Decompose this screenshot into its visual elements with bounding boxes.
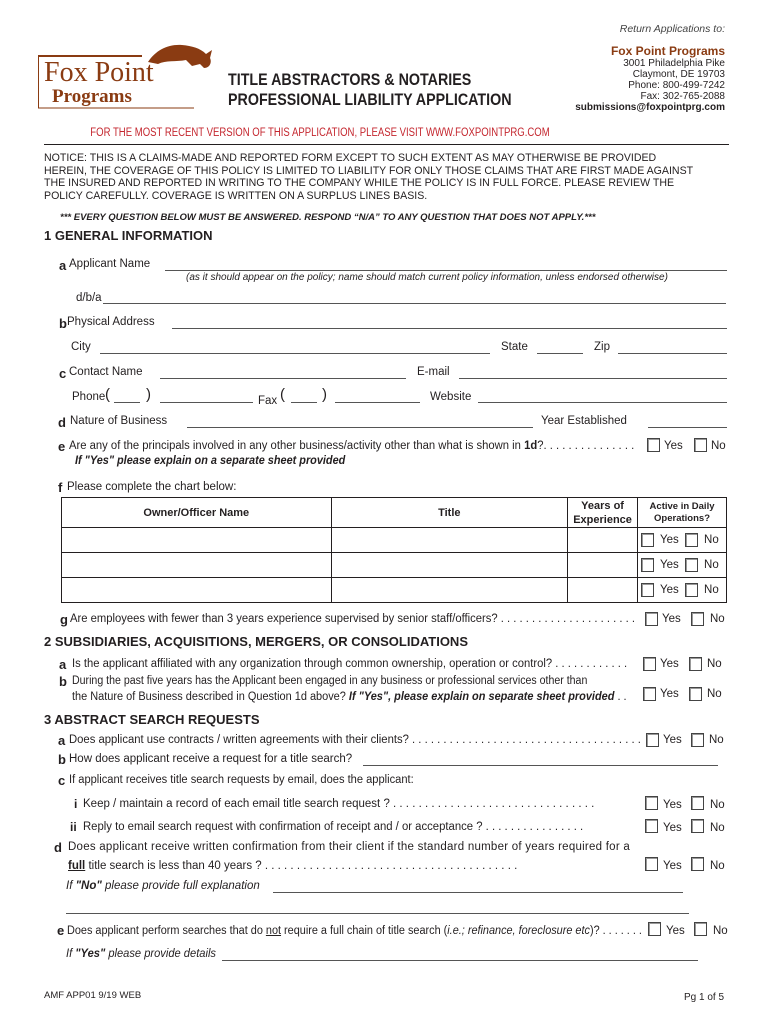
fax-number: Fax: 302-765-2088 (640, 91, 725, 102)
q3e-no-label: No (713, 925, 728, 937)
q1e-letter: e (58, 439, 66, 454)
q3d-text-1: Does applicant receive written confirmation from their client if the standard number of years required for a (68, 841, 631, 853)
q3e-letter: e (57, 923, 65, 938)
q3e-example: i.e.; refinance, foreclosure etc (447, 925, 590, 937)
q1a-hint: (as it should appear on the policy; name should match current policy information, unless endorsed otherwise) (186, 272, 668, 283)
q2b-text-2 (72, 691, 627, 703)
q3e-text-post: )? . . . . . . . (589, 925, 642, 937)
q1g-no-checkbox[interactable] (691, 612, 704, 626)
form-title-line-2: PROFESSIONAL LIABILITY APPLICATION (228, 90, 512, 109)
zip-label: Zip (594, 341, 610, 353)
notice-line: NOTICE: THIS IS A CLAIMS-MADE AND REPORTED FORM EXCEPT TO SUCH EXTENT AS MAY OTHERWISE BE PROVIDED (44, 152, 657, 164)
years-cell[interactable] (568, 528, 638, 553)
table-row (62, 528, 727, 553)
logo-line-2: Programs (52, 86, 132, 107)
form-id: AMF APP01 9/19 WEB (44, 990, 142, 1001)
page-number: Pg 1 of 5 (684, 992, 725, 1003)
notice (44, 152, 693, 202)
notice-line: THE INSURED AND REPORTED IN WRITING TO THE COMPANY WHILE THE POLICY IS IN FULL FORCE. PLEASE REVIEW THE (44, 177, 675, 189)
chart-header-row (62, 498, 727, 528)
owner-officer-name-header: Owner/Officer Name (62, 498, 332, 528)
q1e-text-post: ?. . . . . . . . . . . . . . . (537, 440, 635, 452)
q3d-no-checkbox[interactable] (691, 857, 704, 871)
q2a-letter: a (59, 657, 67, 672)
row2-no-label: No (704, 559, 719, 571)
q3e-not: not (265, 925, 282, 937)
row1-yes-checkbox[interactable] (641, 533, 654, 547)
q1g-no-label: No (710, 613, 725, 625)
q1e-no-label: No (711, 440, 726, 452)
q2b-note: If "Yes", please explain on separate sheet provided (348, 691, 615, 703)
q2a-text: Is the applicant affiliated with any organization through common ownership, operation or control? . . . . . . . . . . . . (72, 658, 628, 670)
q1c-letter: c (59, 366, 67, 381)
q1a-letter: a (59, 258, 67, 273)
q3d-explanation-field-2[interactable] (66, 913, 689, 914)
submissions-email[interactable]: submissions@foxpointprg.com (575, 102, 725, 113)
q3cii-no-checkbox[interactable] (691, 819, 704, 833)
q3cii-yes-checkbox[interactable] (645, 819, 658, 833)
notice-line: POLICY CAREFULLY. COVERAGE IS WRITTEN ON A SURPLUS LINES BASIS. (44, 189, 428, 202)
email-label: E-mail (417, 366, 450, 378)
q3e-yes-label: Yes (666, 925, 685, 937)
row2-no-checkbox[interactable] (685, 558, 698, 572)
row1-no-label: No (704, 534, 719, 546)
q3ci-no-checkbox[interactable] (691, 796, 704, 810)
fax-area-code-field[interactable] (291, 402, 317, 403)
state-label: State (501, 341, 528, 353)
q2b-text-2-main: the Nature of Business described in Question 1d above? (72, 691, 349, 703)
q1b-label: Physical Address (67, 316, 155, 328)
row2-yes-checkbox[interactable] (641, 558, 654, 572)
q1g-yes-checkbox[interactable] (645, 612, 658, 626)
q3d-note-if: If (66, 880, 73, 892)
year-established-field[interactable] (648, 427, 727, 428)
q3b-text: How does applicant receive a request for a title search? (69, 753, 353, 765)
q2a-no-label: No (707, 658, 722, 670)
q2a-no-checkbox[interactable] (689, 657, 702, 671)
owner-officer-chart (61, 497, 727, 603)
row2-yes-label: Yes (660, 559, 679, 571)
city-field[interactable] (100, 353, 490, 354)
state-field[interactable] (537, 353, 583, 354)
phone-number: Phone: 800-499-7242 (628, 80, 725, 91)
q3d-letter: d (54, 840, 62, 855)
section-2-title: 2 SUBSIDIARIES, ACQUISITIONS, MERGERS, OR CONSOLIDATIONS (44, 634, 468, 649)
q2b-text-1: During the past five years has the Applicant been engaged in any business or professional services other than (72, 675, 588, 687)
table-row (62, 553, 727, 578)
q1e-yes-label: Yes (664, 440, 683, 452)
fax-paren-close: ) (322, 386, 327, 403)
title-header: Title (331, 498, 568, 528)
q3e-note-rest: please provide details (105, 948, 216, 960)
row1-yes-label: Yes (660, 534, 679, 546)
q3d-yes-label: Yes (663, 860, 682, 872)
nature-of-business-field[interactable] (187, 427, 533, 428)
q1c-label: Contact Name (69, 366, 143, 378)
active-cell (638, 553, 727, 578)
q1d-label: Nature of Business (70, 415, 168, 427)
owner-name-cell[interactable] (62, 553, 332, 578)
years-cell[interactable] (568, 578, 638, 603)
q3e-no-checkbox[interactable] (694, 922, 707, 936)
notice-line: HEREIN, THE COVERAGE OF THIS POLICY IS LIMITED TO LIABILITY FOR ONLY THOSE CLAIMS THAT ARE FIRST MADE AGAINST (44, 164, 694, 177)
title-cell[interactable] (331, 528, 568, 553)
form-title (228, 70, 566, 110)
q3ci-letter: i (74, 797, 78, 811)
owner-name-cell[interactable] (62, 578, 332, 603)
q3e-note-if: If (66, 948, 73, 960)
q2b-yes-label: Yes (660, 688, 679, 700)
company-name: Fox Point Programs (610, 44, 725, 58)
phone-label: Phone (72, 391, 106, 403)
q2b-dots: . . (614, 691, 627, 703)
q3ci-no-label: No (710, 799, 725, 811)
q3a-no-checkbox[interactable] (691, 733, 704, 747)
form-title-line-1: TITLE ABSTRACTORS & NOTARIES (228, 70, 472, 89)
q1f-label: Please complete the chart below: (67, 481, 237, 493)
table-row (62, 578, 727, 603)
q2a-yes-label: Yes (660, 658, 679, 670)
q1e-yes-checkbox[interactable] (647, 438, 660, 452)
return-label: Return Applications to: (619, 23, 725, 35)
title-search-request-method-field[interactable] (363, 765, 718, 766)
q2b-no-checkbox[interactable] (689, 687, 702, 701)
banner-rule (44, 144, 729, 145)
q3d-text-2 (68, 860, 517, 872)
q3d-full: full (68, 860, 86, 872)
address-line-1: 3001 Philadelphia Pike (623, 58, 725, 69)
zip-field[interactable] (618, 353, 727, 354)
active-in-daily-operations-header: Active in Daily Operations? (638, 498, 727, 528)
contact-name-field[interactable] (160, 378, 406, 379)
q2b-yes-checkbox[interactable] (643, 687, 656, 701)
q3d-explanation-field[interactable] (273, 892, 683, 893)
q3a-no-label: No (709, 734, 724, 746)
q3a-text: Does applicant use contracts / written agreements with their clients? . . . . . . . . . . . . . . . . . . . . . . . . . . . . . . . . . . . . . (69, 734, 641, 746)
website-label: Website (430, 391, 472, 403)
q1e-note: If "Yes" please explain on a separate sheet provided (75, 455, 346, 467)
phone-paren-open: ( (105, 386, 110, 403)
q3ci-yes-label: Yes (663, 799, 682, 811)
q3c-letter: c (58, 773, 66, 788)
years-of-experience-header: Years of Experience (568, 498, 638, 528)
q1e-text-pre: Are any of the principals involved in any other business/activity other than what is shown in (69, 440, 525, 452)
q3d-yes-checkbox[interactable] (645, 857, 658, 871)
title-cell[interactable] (331, 578, 568, 603)
year-established-label: Year Established (541, 415, 627, 427)
city-label: City (71, 341, 91, 353)
q1g-text: Are employees with fewer than 3 years experience supervised by senior staff/officers? . . . . . . . . . . . . . . . . . . . . . . (70, 613, 636, 625)
q3b-letter: b (58, 752, 66, 767)
physical-address-field[interactable] (172, 328, 727, 329)
q1d-letter: d (58, 415, 66, 430)
q1g-letter: g (60, 612, 68, 627)
dba-field[interactable] (103, 303, 726, 304)
q3e-yes-checkbox[interactable] (648, 922, 661, 936)
q3ci-yes-checkbox[interactable] (645, 796, 658, 810)
logo (38, 42, 198, 108)
q3e-text-mid: require a full chain of title search ( (281, 925, 448, 937)
q3cii-text: Reply to email search request with confirmation of receipt and / or acceptance ? . . . . . . . . . . . . . . . . (83, 821, 584, 833)
row3-no-checkbox[interactable] (685, 583, 698, 597)
dba-label: d/b/a (76, 292, 102, 304)
section-3-title: 3 ABSTRACT SEARCH REQUESTS (44, 712, 260, 727)
q2b-letter: b (59, 674, 67, 689)
q3e-details-field[interactable] (222, 960, 698, 961)
q1e-no-checkbox[interactable] (694, 438, 707, 452)
logo-line-1: Fox Point (44, 57, 154, 88)
q3e-note-yes: "Yes" (75, 948, 106, 960)
instruction: *** EVERY QUESTION BELOW MUST BE ANSWERED. RESPOND “N/A” TO ANY QUESTION THAT DOES NOT APPLY.*** (60, 212, 596, 223)
active-cell (638, 528, 727, 553)
q3a-letter: a (58, 733, 66, 748)
q1a-label: Applicant Name (69, 258, 151, 270)
q2a-yes-checkbox[interactable] (643, 657, 656, 671)
q3d-note-no: "No" (75, 880, 102, 892)
q3e-note (66, 948, 216, 960)
q3e-text-pre: Does applicant perform searches that do (67, 925, 266, 937)
applicant-name-field[interactable] (165, 270, 727, 271)
q3cii-no-label: No (710, 822, 725, 834)
q3a-yes-checkbox[interactable] (646, 733, 659, 747)
title-cell[interactable] (331, 553, 568, 578)
q1e-text-ref: 1d (524, 440, 538, 452)
q3c-text: If applicant receives title search requests by email, does the applicant: (69, 774, 414, 786)
q3d-no-label: No (710, 860, 725, 872)
address-line-2: Claymont, DE 19703 (632, 69, 725, 80)
active-cell (638, 578, 727, 603)
fax-paren-open: ( (280, 386, 285, 403)
q3e-text (67, 925, 642, 937)
q3cii-yes-label: Yes (663, 822, 682, 834)
years-cell[interactable] (568, 553, 638, 578)
q2b-no-label: No (707, 688, 722, 700)
return-address (575, 24, 725, 113)
phone-paren-close: ) (146, 386, 151, 403)
fax-field[interactable] (335, 402, 420, 403)
row1-no-checkbox[interactable] (685, 533, 698, 547)
q3cii-letter: ii (70, 820, 77, 834)
phone-area-code-field[interactable] (114, 402, 140, 403)
q1g-yes-label: Yes (662, 613, 681, 625)
website-field[interactable] (478, 402, 727, 403)
q1b-letter: b (59, 316, 67, 331)
q3ci-text: Keep / maintain a record of each email title search request ? . . . . . . . . . . . . . . . . . . . . . . . . . . . . . . . . (83, 798, 595, 810)
email-field[interactable] (459, 378, 727, 379)
q3d-text-2-rest: title search is less than 40 years ? . . . . . . . . . . . . . . . . . . . . . . . . . . . . . . . . . . . . . . . . (85, 860, 518, 872)
banner[interactable]: FOR THE MOST RECENT VERSION OF THIS APPLICATION, PLEASE VISIT WWW.FOXPOINTPRG.COM (90, 127, 550, 139)
q3d-note-rest: please provide full explanation (101, 880, 260, 892)
row3-no-label: No (704, 584, 719, 596)
q1e-text (69, 440, 634, 452)
owner-name-cell[interactable] (62, 528, 332, 553)
q3a-yes-label: Yes (663, 734, 682, 746)
row3-yes-label: Yes (660, 584, 679, 596)
phone-field[interactable] (160, 402, 253, 403)
q1f-letter: f (58, 480, 63, 495)
fax-label: Fax (258, 395, 278, 407)
row3-yes-checkbox[interactable] (641, 583, 654, 597)
q3d-note (66, 880, 260, 892)
section-1-title: 1 GENERAL INFORMATION (44, 228, 213, 243)
